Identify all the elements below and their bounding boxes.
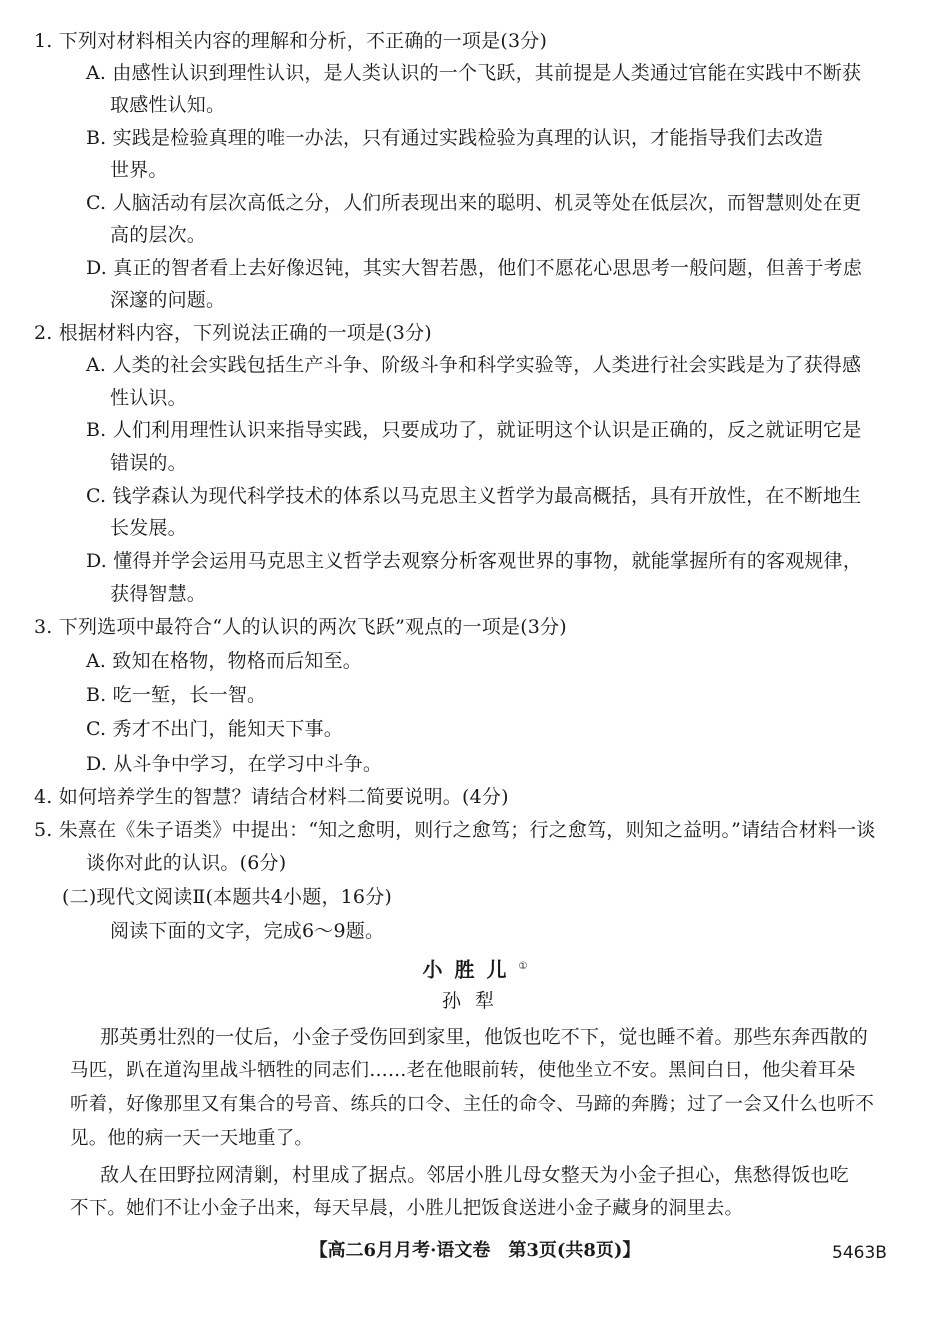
q2-option-d-cont: 获得智慧。	[110, 583, 207, 605]
question-2-stem: 2. 根据材料内容，下列说法正确的一项是(3分)	[34, 322, 432, 344]
q1-option-c-cont: 高的层次。	[110, 224, 207, 246]
q2-option-c-cont: 长发展。	[110, 517, 187, 539]
q3-option-d: D. 从斗争中学习，在学习中斗争。	[86, 753, 383, 775]
q3-option-b: B. 吃一堑，长一智。	[86, 684, 267, 706]
q3-option-c: C. 秀才不出门，能知天下事。	[86, 718, 343, 740]
q1-option-d: D. 真正的智者看上去好像迟钝，其实大智若愚，他们不愿花心思思考一般问题，但善于考虑	[86, 257, 863, 279]
q2-option-a-cont: 性认识。	[110, 387, 187, 409]
footnote-mark: ①	[518, 961, 528, 972]
q1-option-d-cont: 深邃的问题。	[110, 289, 226, 311]
story-paragraph-1-line-3: 听着，好像那里又有集合的号音、练兵的口令、主任的命令、马蹄的奔腾；过了一会又什么也听不	[70, 1094, 875, 1115]
exam-code: 5463B	[832, 1243, 887, 1263]
story-paragraph-1-line-2: 马匹，趴在道沟里战斗牺牲的同志们……老在他眼前转，使他坐立不安。黑间白日，他尖着耳朵	[70, 1060, 856, 1081]
q1-option-b: B. 实践是检验真理的唯一办法，只有通过实践检验为真理的认识，才能指导我们去改造	[86, 127, 824, 149]
story-paragraph-1-line-4: 见。他的病一天一天地重了。	[70, 1128, 314, 1149]
question-3-stem: 3. 下列选项中最符合“人的认识的两次飞跃”观点的一项是(3分)	[34, 616, 567, 638]
question-5-cont: 谈你对此的认识。(6分)	[86, 852, 287, 874]
reading-instruction: 阅读下面的文字，完成6～9题。	[110, 920, 385, 942]
q2-option-a: A. 人类的社会实践包括生产斗争、阶级斗争和科学实验等，人类进行社会实践是为了获得感	[86, 354, 862, 376]
story-paragraph-2-line-1: 敌人在田野拉网清剿，村里成了据点。邻居小胜儿母女整天为小金子担心，焦愁得饭也吃	[100, 1164, 849, 1186]
q1-option-b-cont: 世界。	[110, 159, 168, 181]
q2-option-b-cont: 错误的。	[110, 452, 187, 474]
q1-option-a: A. 由感性认识到理性认识，是人类认识的一个飞跃，其前提是人类通过官能在实践中不断获	[86, 62, 862, 84]
question-1-stem: 1. 下列对材料相关内容的理解和分析，不正确的一项是(3分)	[34, 30, 548, 52]
q2-option-c: C. 钱学森认为现代科学技术的体系以马克思主义哲学为最高概括，具有开放性，在不断地生	[86, 485, 862, 507]
story-paragraph-2-line-2: 不下。她们不让小金子出来，每天早晨，小胜儿把饭食送进小金子藏身的洞里去。	[70, 1198, 744, 1219]
page-footer: 【高二6月月考·语文卷 第3页(共8页)】	[309, 1240, 641, 1261]
q2-option-d: D. 懂得并学会运用马克思主义哲学去观察分析客观世界的事物，就能掌握所有的客观规律，	[86, 550, 863, 572]
q2-option-b: B. 人们利用理性认识来指导实践，只要成功了，就证明这个认识是正确的，反之就证明它是	[86, 419, 862, 441]
question-5: 5. 朱熹在《朱子语类》中提出：“知之愈明，则行之愈笃；行之愈笃，则知之益明。”请结合材料一谈	[34, 819, 876, 841]
q1-option-c: C. 人脑活动有层次高低之分，人们所表现出来的聪明、机灵等处在低层次，而智慧则处在更	[86, 192, 862, 214]
story-paragraph-1-line-1: 那英勇壮烈的一仗后，小金子受伤回到家里，他饭也吃不下，觉也睡不着。那些东奔西散的	[100, 1026, 869, 1048]
q1-option-a-cont: 取感性认知。	[110, 94, 226, 116]
story-author: 孙犁	[441, 990, 508, 1012]
story-title: 小胜儿①	[422, 957, 528, 982]
section-header: (二)现代文阅读Ⅱ(本题共4小题，16分)	[62, 886, 393, 908]
question-4: 4. 如何培养学生的智慧？请结合材料二简要说明。(4分)	[34, 786, 509, 808]
q3-option-a: A. 致知在格物，物格而后知至。	[86, 650, 363, 672]
